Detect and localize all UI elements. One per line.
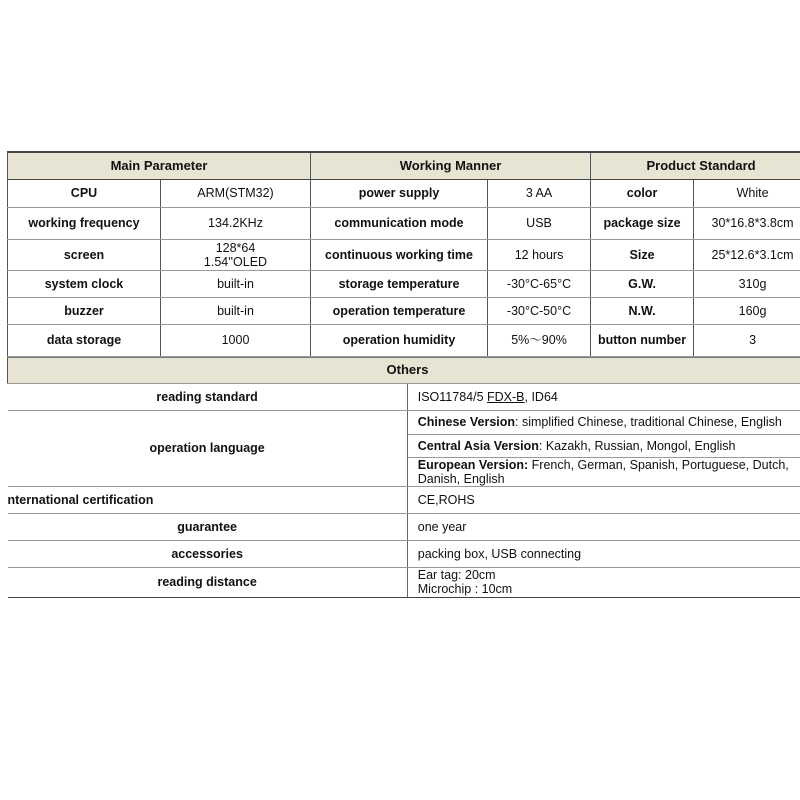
param-value: -30°C-65°C <box>488 270 591 297</box>
param-label: color <box>591 179 694 207</box>
param-value: built-in <box>161 270 311 297</box>
param-label: CPU <box>8 179 161 207</box>
param-value: 134.2KHz <box>161 207 311 239</box>
param-value: 25*12.6*3.1cm <box>694 239 800 270</box>
reading-standard-value <box>407 383 800 410</box>
param-value: 1000 <box>161 324 311 356</box>
param-label: data storage <box>8 324 161 356</box>
param-label: operation temperature <box>311 297 488 324</box>
param-value: 12 hours <box>488 239 591 270</box>
european-version-name: European Version: <box>417 457 529 472</box>
screen-size: 1.54''OLED <box>203 254 268 269</box>
param-label: communication mode <box>311 207 488 239</box>
table-row <box>8 513 800 540</box>
certification-value: CE,ROHS <box>407 486 800 513</box>
parameter-table <box>7 151 800 357</box>
param-value: White <box>694 179 800 207</box>
param-label: button number <box>591 324 694 356</box>
param-label: buzzer <box>8 297 161 324</box>
table-row <box>8 383 800 410</box>
param-label: N.W. <box>591 297 694 324</box>
standard-iso: ISO11784/5 <box>417 389 488 404</box>
chinese-version-text: : simplified Chinese, traditional Chinese, English <box>515 415 782 429</box>
chinese-version <box>407 410 800 434</box>
table-row <box>8 540 800 567</box>
param-value: 3 <box>694 324 800 356</box>
standard-id64: , ID64 <box>524 389 558 404</box>
accessories-label: accessories <box>8 540 408 567</box>
param-label: Size <box>591 239 694 270</box>
param-value: 30*16.8*3.8cm <box>694 207 800 239</box>
product-standard-header: Product Standard <box>591 152 800 179</box>
guarantee-value: one year <box>407 513 800 540</box>
param-label: working frequency <box>8 207 161 239</box>
standard-fdxb: FDX-B <box>487 389 525 404</box>
central-asia-version-text: : Kazakh, Russian, Mongol, English <box>538 438 736 453</box>
others-header-row <box>8 357 800 383</box>
reading-distance-value <box>407 567 800 597</box>
table-row <box>8 297 800 324</box>
screen-resolution: 128*64 <box>215 240 256 255</box>
reading-distance-label: reading distance <box>8 567 408 597</box>
param-value: ARM(STM32) <box>161 179 311 207</box>
microchip-distance: Microchip : 10cm <box>417 582 513 596</box>
param-label: G.W. <box>591 270 694 297</box>
param-value: USB <box>488 207 591 239</box>
param-label: storage temperature <box>311 270 488 297</box>
central-asia-version-name: Central Asia Version <box>417 438 539 453</box>
main-parameter-header: Main Parameter <box>8 152 311 179</box>
european-version <box>407 457 800 486</box>
param-label: continuous working time <box>311 239 488 270</box>
accessories-value: packing box, USB connecting <box>407 540 800 567</box>
certification-label: nternational certification <box>8 486 408 513</box>
param-value: built-in <box>161 297 311 324</box>
param-value: -30°C-50°C <box>488 297 591 324</box>
table-row <box>8 324 800 356</box>
param-value: 3 AA <box>488 179 591 207</box>
others-header: Others <box>8 357 800 383</box>
table-row <box>8 179 800 207</box>
table-row <box>8 207 800 239</box>
param-value: 310g <box>694 270 800 297</box>
operation-language-label: operation language <box>8 410 408 486</box>
ear-tag-distance: Ear tag: 20cm <box>417 568 496 582</box>
table-row <box>8 486 800 513</box>
spec-sheet <box>7 151 800 598</box>
working-manner-header: Working Manner <box>311 152 591 179</box>
central-asia-version <box>407 434 800 457</box>
table-row <box>8 410 800 434</box>
others-table <box>7 357 800 598</box>
table-row <box>8 567 800 597</box>
param-label: screen <box>8 239 161 270</box>
param-value: 160g <box>694 297 800 324</box>
reading-standard-label: reading standard <box>8 383 408 410</box>
param-label: system clock <box>8 270 161 297</box>
european-version-text: French, German, Spanish, Portuguese, Dutch, Danish, English <box>417 457 789 486</box>
chinese-version-name: Chinese Version <box>417 415 516 429</box>
param-value <box>161 239 311 270</box>
table-row <box>8 239 800 270</box>
param-label: power supply <box>311 179 488 207</box>
table-row <box>8 270 800 297</box>
param-value: 5%～90% <box>488 324 591 356</box>
table-header-row <box>8 152 800 179</box>
param-label: package size <box>591 207 694 239</box>
guarantee-label: guarantee <box>8 513 408 540</box>
param-label: operation humidity <box>311 324 488 356</box>
